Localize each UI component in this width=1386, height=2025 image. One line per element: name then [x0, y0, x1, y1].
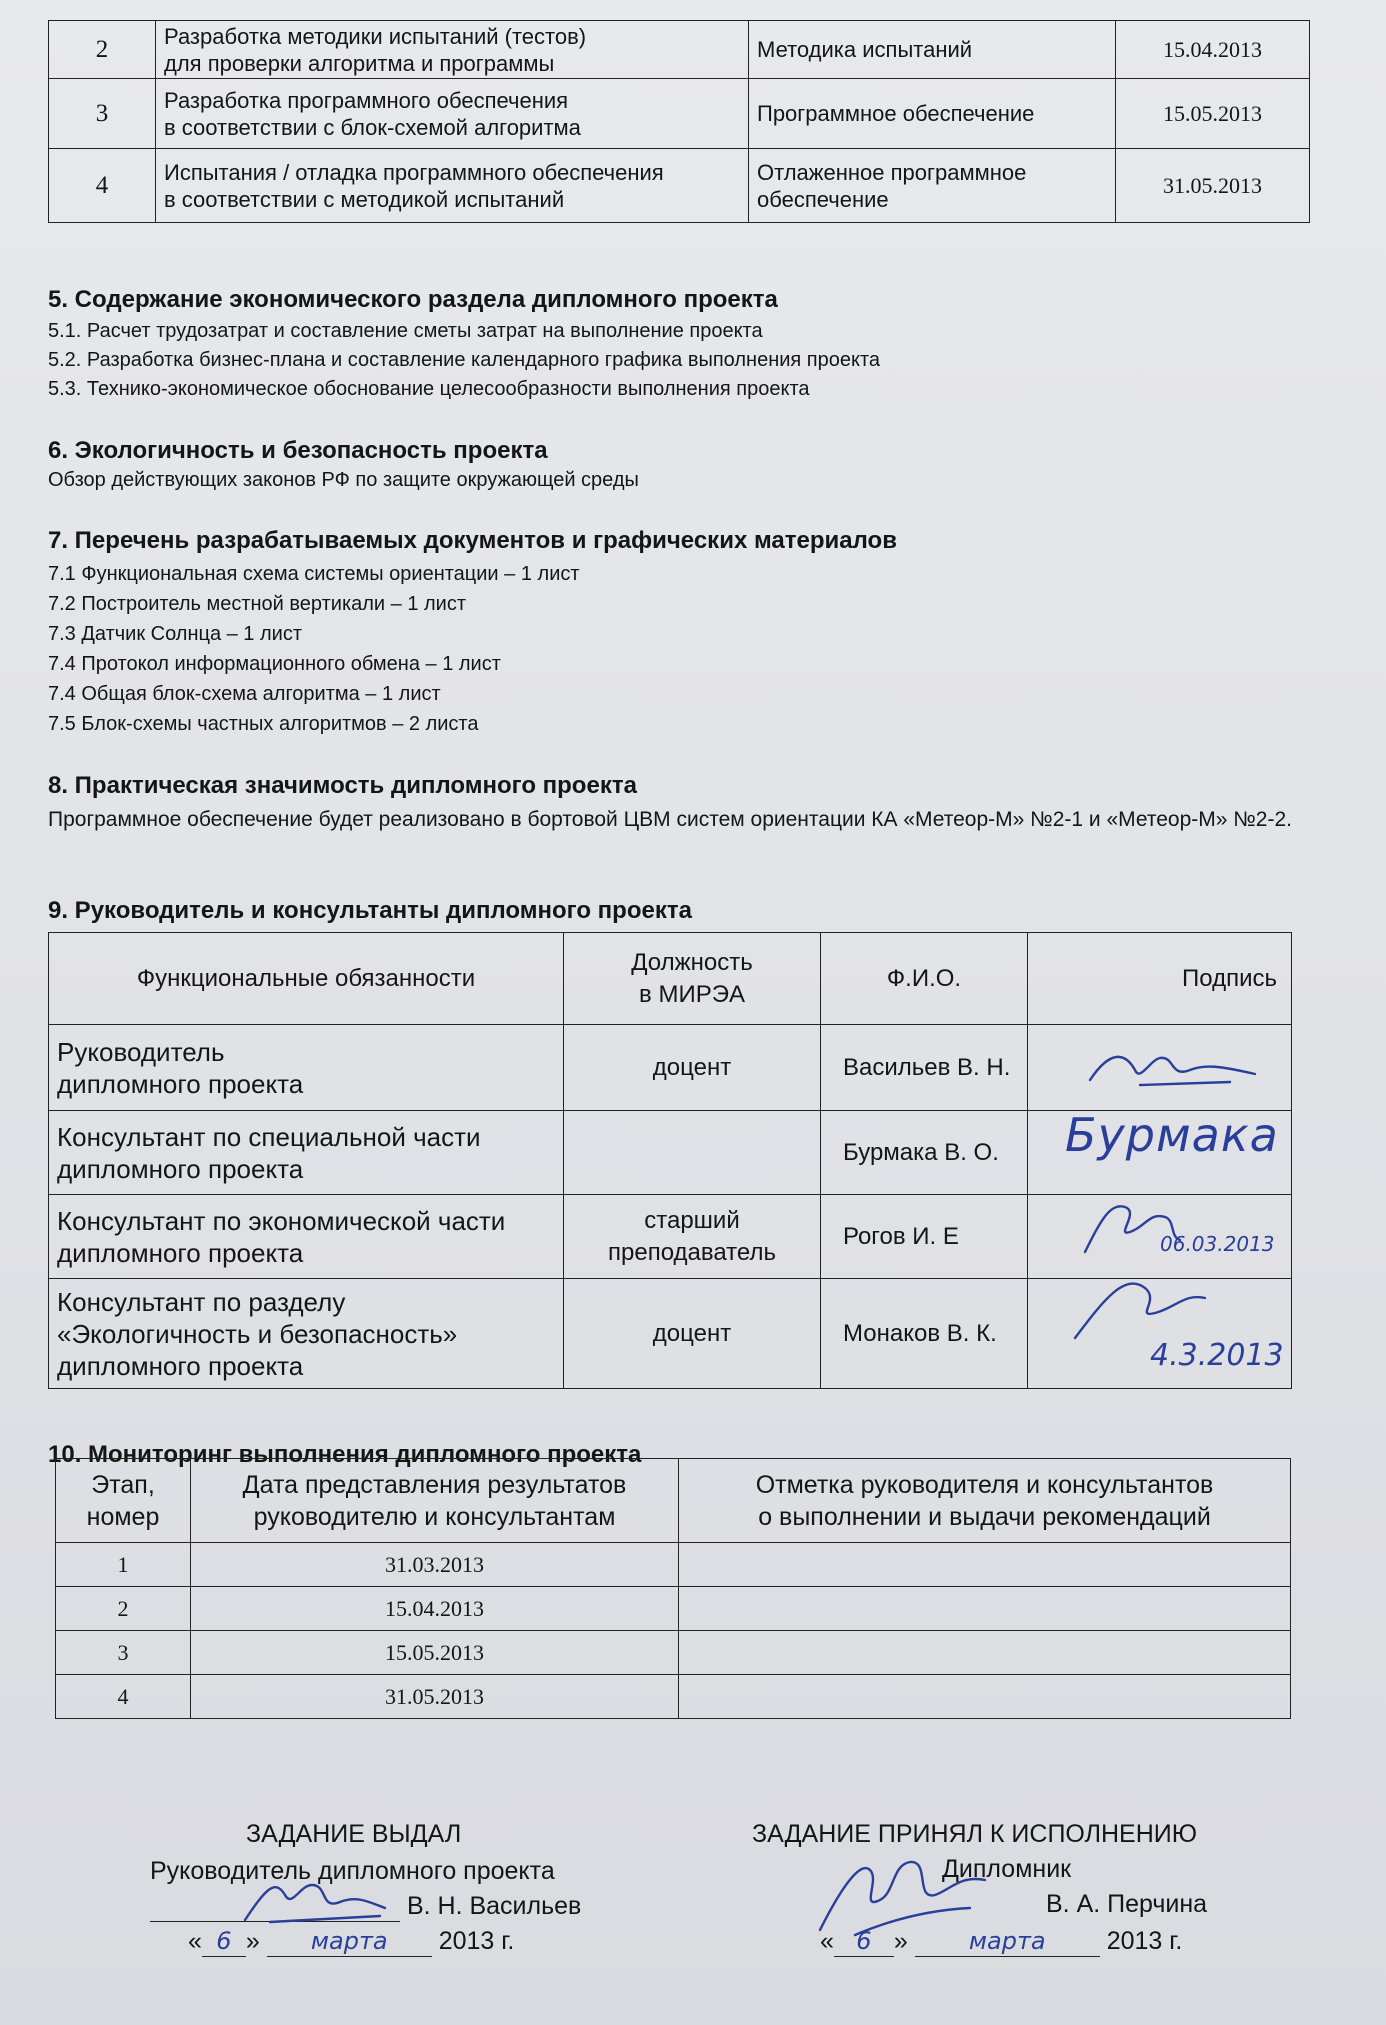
result-cell [749, 79, 1116, 149]
date-cell: 15.04.2013 [191, 1587, 679, 1631]
table-row [56, 1675, 1291, 1719]
row-number: 4 [49, 149, 156, 223]
table-header-row [49, 933, 1292, 1025]
header-stage [56, 1459, 191, 1543]
section7-item: 7.4 Общая блок-схема алгоритма – 1 лист [48, 683, 441, 705]
task-line: Разработка программного обеспечения [164, 87, 569, 113]
ink-date-monakov: 4.3.2013 [1150, 1338, 1284, 1373]
section7-item: 7.3 Датчик Солнца – 1 лист [48, 623, 302, 645]
section8-title: 8. Практическая значимость дипломного проекта [48, 772, 637, 799]
duty-cell [49, 1111, 564, 1195]
table-row [49, 21, 1310, 79]
date-cell: 31.03.2013 [191, 1543, 679, 1587]
header-date [191, 1459, 679, 1543]
header-line: в МИРЭА [639, 980, 745, 1008]
result-cell [749, 149, 1116, 223]
issue-date-line: « 6 » марта 2013 г. [188, 1927, 515, 1955]
deadline-cell: 15.05.2013 [1116, 79, 1310, 149]
section7-title: 7. Перечень разрабатываемых документов и графических материалов [48, 527, 897, 554]
header-line: Дата представления результатов [242, 1470, 627, 1499]
signature-supervisor [240, 1870, 390, 1930]
header-line: Этап, [91, 1470, 155, 1499]
task-line: в соответствии с блок-схемой алгоритма [164, 114, 581, 140]
duty-line: дипломного проекта [57, 1068, 304, 1099]
table-row [56, 1631, 1291, 1675]
header-fio: Ф.И.О. [821, 933, 1028, 1025]
supervisor-role: Руководитель дипломного проекта [150, 1857, 555, 1885]
section5-item: 5.1. Расчет трудозатрат и составление сметы затрат на выполнение проекта [48, 320, 763, 342]
duty-cell [49, 1195, 564, 1279]
supervisor-name: В. Н. Васильев [406, 1892, 582, 1920]
section7-item: 7.2 Построитель местной вертикали – 1 лист [48, 593, 467, 615]
fio-cell: Монаков В. К. [821, 1279, 1028, 1389]
task-cell [156, 79, 749, 149]
result-line: обеспечение [757, 186, 889, 212]
stage-cell: 4 [56, 1675, 191, 1719]
date-cell: 15.05.2013 [191, 1631, 679, 1675]
section5-title: 5. Содержание экономического раздела дипломного проекта [48, 286, 778, 313]
position-cell [564, 1111, 821, 1195]
position-line: старший [644, 1206, 740, 1234]
fio-cell: Рогов И. Е [821, 1195, 1028, 1279]
position-cell [564, 1025, 821, 1111]
position-line: доцент [652, 1053, 732, 1081]
header-sign: Подпись [1028, 933, 1292, 1025]
section6-title: 6. Экологичность и безопасность проекта [48, 437, 548, 464]
task-line: Разработка методики испытаний (тестов) [164, 23, 587, 49]
position-line: преподаватель [608, 1238, 776, 1266]
deadline-cell: 31.05.2013 [1116, 149, 1310, 223]
task-line: для проверки алгоритма и программы [164, 50, 555, 76]
ink-date-rogov: 06.03.2013 [1160, 1232, 1275, 1256]
signature-student [800, 1840, 1000, 1940]
deadline-cell: 15.04.2013 [1116, 21, 1310, 79]
section7-item: 7.5 Блок-схемы частных алгоритмов – 2 листа [48, 713, 479, 735]
signature-vasiliev [1080, 1040, 1280, 1100]
header-line: руководителю и консультантам [253, 1502, 616, 1531]
fio-cell: Васильев В. Н. [821, 1025, 1028, 1111]
section6-text: Обзор действующих законов РФ по защите окружающей среды [48, 469, 639, 491]
date-cell: 31.05.2013 [191, 1675, 679, 1719]
task-line: в соответствии с методикой испытаний [164, 186, 565, 212]
result-cell [749, 21, 1116, 79]
mark-cell [679, 1675, 1291, 1719]
section7-item: 7.4 Протокол информационного обмена – 1 лист [48, 653, 501, 675]
duty-line: Консультант по разделу [57, 1286, 346, 1317]
student-role: Дипломник [942, 1855, 1072, 1883]
result-line: Программное обеспечение [757, 101, 1035, 126]
position-cell [564, 1195, 821, 1279]
stage-cell: 2 [56, 1587, 191, 1631]
section7-item: 7.1 Функциональная схема системы ориентации – 1 лист [48, 563, 580, 585]
header-duty: Функциональные обязанности [49, 933, 564, 1025]
table-row [49, 149, 1310, 223]
header-line: номер [86, 1502, 160, 1531]
header-line: Отметка руководителя и консультантов [755, 1470, 1214, 1499]
duty-line: дипломного проекта [57, 1237, 304, 1268]
section10-title: 10. Мониторинг выполнения дипломного проекта [48, 1441, 642, 1468]
duty-line: дипломного проекта [57, 1153, 304, 1184]
mark-cell [679, 1631, 1291, 1675]
task-line: Испытания / отладка программного обеспечения [164, 159, 664, 185]
section5-item: 5.3. Технико-экономическое обоснование целесообразности выполнения проекта [48, 378, 810, 400]
section5-item: 5.2. Разработка бизнес-плана и составление календарного графика выполнения проекта [48, 349, 881, 371]
stage-cell: 3 [56, 1631, 191, 1675]
duty-line: «Экологичность и безопасность» [57, 1318, 458, 1349]
duty-cell [49, 1025, 564, 1111]
section9-title: 9. Руководитель и консультанты дипломного проекта [48, 897, 692, 924]
header-position [564, 933, 821, 1025]
duty-cell [49, 1279, 564, 1389]
table-row [56, 1543, 1291, 1587]
signature-monakov [1065, 1268, 1215, 1348]
accept-date-line: « 6 » марта 2013 г. [820, 1927, 1183, 1955]
row-number: 2 [49, 21, 156, 79]
duty-line: Консультант по специальной части [57, 1121, 481, 1152]
result-line: Отлаженное программное [757, 159, 1027, 185]
table-row [49, 79, 1310, 149]
fio-cell: Бурмака В. О. [821, 1111, 1028, 1195]
result-line: Методика испытаний [757, 37, 973, 62]
monitoring-table [55, 1458, 1291, 1719]
header-line: о выполнении и выдачи рекомендаций [758, 1502, 1211, 1531]
task-issued-title: ЗАДАНИЕ ВЫДАЛ [246, 1820, 462, 1848]
task-cell [156, 21, 749, 79]
student-name: В. А. Перчина [1046, 1890, 1208, 1918]
task-cell [156, 149, 749, 223]
header-mark [679, 1459, 1291, 1543]
mark-cell [679, 1587, 1291, 1631]
position-line: доцент [652, 1319, 732, 1347]
tasks-table [48, 20, 1310, 223]
signature-burmaka: Бурмака [1065, 1108, 1279, 1162]
table-header-row [56, 1459, 1291, 1543]
position-cell [564, 1279, 821, 1389]
task-accepted-title: ЗАДАНИЕ ПРИНЯЛ К ИСПОЛНЕНИЮ [752, 1820, 1198, 1848]
stage-cell: 1 [56, 1543, 191, 1587]
header-line: Должность [631, 948, 753, 976]
duty-line: дипломного проекта [57, 1350, 304, 1381]
section8-text: Программное обеспечение будет реализовано в бортовой ЦВМ систем ориентации КА «Метеор-М» №2-1 и «Метеор-М» №2-2. [48, 808, 1292, 831]
table-row [56, 1587, 1291, 1631]
mark-cell [679, 1543, 1291, 1587]
duty-line: Консультант по экономической части [57, 1205, 506, 1236]
duty-line: Руководитель [57, 1036, 225, 1067]
row-number: 3 [49, 79, 156, 149]
